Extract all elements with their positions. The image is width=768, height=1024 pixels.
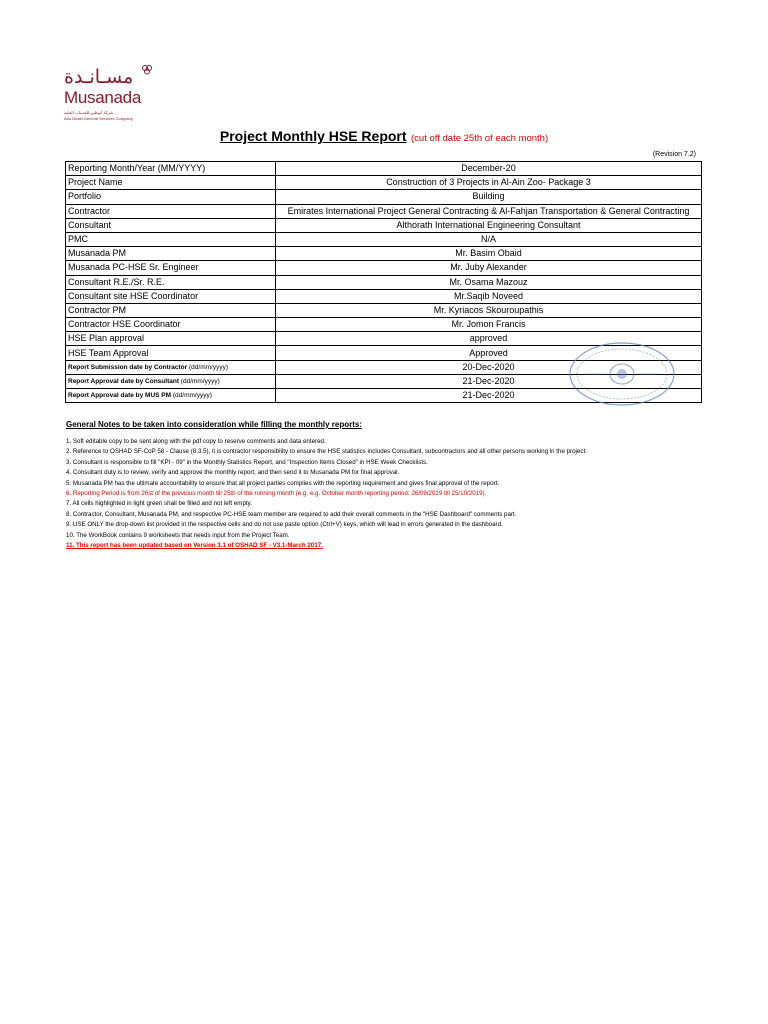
- date-row-label-format: (dd/mm/yyyy): [171, 392, 212, 400]
- info-row-label: Musanada PM: [66, 247, 276, 261]
- info-row-label: Consultant site HSE Coordinator: [66, 289, 276, 303]
- note-item: 3. Consultant is responsible to fill "KPI - 09" in the Monthly Statistics Report, and "Inspection Items Closed" in HSE Week Checklists.: [66, 458, 428, 466]
- info-row: [66, 261, 702, 275]
- info-row: [66, 190, 702, 204]
- info-row-label: Contractor PM: [66, 303, 276, 317]
- note-item: 7. All cells highlighted in light green shall be filled and not left empty.: [66, 500, 252, 508]
- logo-subtitle-english: Abu Dhabi General Services Company: [64, 116, 133, 121]
- note-item: 10. The WorkBook contains 9 worksheets that needs input from the Project Team.: [66, 531, 290, 539]
- note-item: 1. Soft editable copy to be sent along with the pdf copy to reserve comments and data entered.: [66, 438, 326, 445]
- info-row-label: Consultant R.E./Sr. R.E.: [66, 275, 276, 289]
- info-row-value: approved: [276, 332, 702, 346]
- info-row: [66, 289, 702, 303]
- official-stamp: [567, 340, 677, 408]
- date-row-label-format: (dd/mm/yyyy): [179, 377, 220, 385]
- date-row-label: [66, 389, 276, 403]
- info-row-label: HSE Team Approval: [66, 346, 276, 360]
- flower-icon: [141, 64, 153, 76]
- info-row-value: Mr. Osama Mazouz: [276, 275, 702, 289]
- info-row: [66, 318, 702, 332]
- report-title: [0, 128, 768, 146]
- info-row-value: Althorath International Engineering Consultant: [276, 218, 702, 232]
- info-row: [66, 303, 702, 317]
- date-row-value: 21-Dec-2020: [276, 389, 702, 403]
- note-item: 2. Reference to OSHAD SF-CoP 58 - Clause (8.3.5), it is contractor responsibility to ensure the HSE statistics includes Consultant, subcontractors and all other persons working in the project.: [66, 448, 587, 456]
- info-row-label: Contractor: [66, 204, 276, 218]
- info-row-value: Mr. Jomon Francis: [276, 318, 702, 332]
- note-item: 8. Contractor, Consultant, Musanada PM, and respective PC-HSE team member are required to add their overall comments in the "HSE Dashboard" comments part.: [66, 510, 517, 518]
- info-row-label: Consultant: [66, 218, 276, 232]
- note-item: 4. Consultant duty is to review, verify and approve the monthly report, and then send it to Musanada PM for final approval.: [66, 469, 400, 477]
- info-row-label: Reporting Month/Year (MM/YYYY): [66, 162, 276, 176]
- report-title-main: Project Monthly HSE Report: [219, 128, 407, 144]
- info-row: [66, 247, 702, 261]
- info-row-label: Musanada PC-HSE Sr. Engineer: [66, 261, 276, 275]
- info-row: [66, 275, 702, 289]
- info-row-value: Mr. Kyriacos Skouroupathis: [276, 303, 702, 317]
- note-item: 5. Musanada PM has the ultimate accountability to ensure that all project parties complies with the reporting requirement and gives final approval of the report.: [66, 479, 500, 487]
- info-row-label: Project Name: [66, 176, 276, 190]
- info-row-value: December-20: [276, 162, 702, 176]
- info-row: [66, 176, 702, 190]
- date-row-label: [66, 374, 276, 388]
- notes-heading: General Notes to be taken into consideration while filling the monthly reports:: [66, 420, 363, 429]
- info-row-label: HSE Plan approval: [66, 332, 276, 346]
- report-cutoff-note: (cut off date 25th of each month): [411, 133, 549, 144]
- info-row-value: Mr. Basim Obaid: [276, 247, 702, 261]
- info-row: [66, 232, 702, 246]
- date-row-label-format: (dd/mm/yyyy): [187, 363, 228, 371]
- logo-arabic-text: مسـانـدة: [64, 66, 134, 88]
- info-row-value: Mr. Juby Alexander: [276, 261, 702, 275]
- info-row: [66, 162, 702, 176]
- revision-label: (Revision 7.2): [652, 151, 696, 158]
- info-row-value: Building: [276, 190, 702, 204]
- note-item: 9. USE ONLY the drop-down list provided in the respective cells and do not use paste option (Ctrl+V) keys, which will lead in errors generated in the dashboard.: [66, 521, 503, 529]
- info-row-value: Mr.Saqib Noveed: [276, 289, 702, 303]
- date-row-label-bold: Report Approval date by MUS PM: [68, 392, 172, 400]
- logo-subtitle-arabic: شركة أبوظبي للخدمات العامة: [64, 110, 114, 115]
- info-row-value: Approved: [276, 346, 702, 360]
- info-row: [66, 204, 702, 218]
- logo-latin-text: Musanada: [64, 88, 141, 107]
- note-item: 11. This report has been updated based on Version 3.1 of OSHAD SF - V3.1-March 2017.: [66, 542, 323, 550]
- date-row-value: 21-Dec-2020: [276, 374, 702, 388]
- info-row-label: Contractor HSE Coordinator: [66, 318, 276, 332]
- general-notes-list: [66, 437, 726, 551]
- date-row-label-bold: Report Approval date by Consultant: [68, 377, 179, 385]
- info-row-label: PMC: [66, 232, 276, 246]
- note-item: 6. Reporting Period is from 26st of the previous month till 25th of the running month (e.g. e.g. October month reporting period: 26/09/2019 till 25/10/2019).: [66, 490, 487, 498]
- info-row-value: N/A: [276, 232, 702, 246]
- musanada-logo: [64, 64, 154, 124]
- info-row-value: Emirates International Project General Contracting & Al-Fahjan Transportation & General Contracting: [276, 204, 702, 218]
- date-row-label: [66, 360, 276, 374]
- date-row-value: 20-Dec-2020: [276, 360, 702, 374]
- info-row-label: Portfolio: [66, 190, 276, 204]
- info-row-value: Construction of 3 Projects in Al-Ain Zoo- Package 3: [276, 176, 702, 190]
- info-row: [66, 218, 702, 232]
- date-row-label-bold: Report Submission date by Contractor: [68, 363, 188, 371]
